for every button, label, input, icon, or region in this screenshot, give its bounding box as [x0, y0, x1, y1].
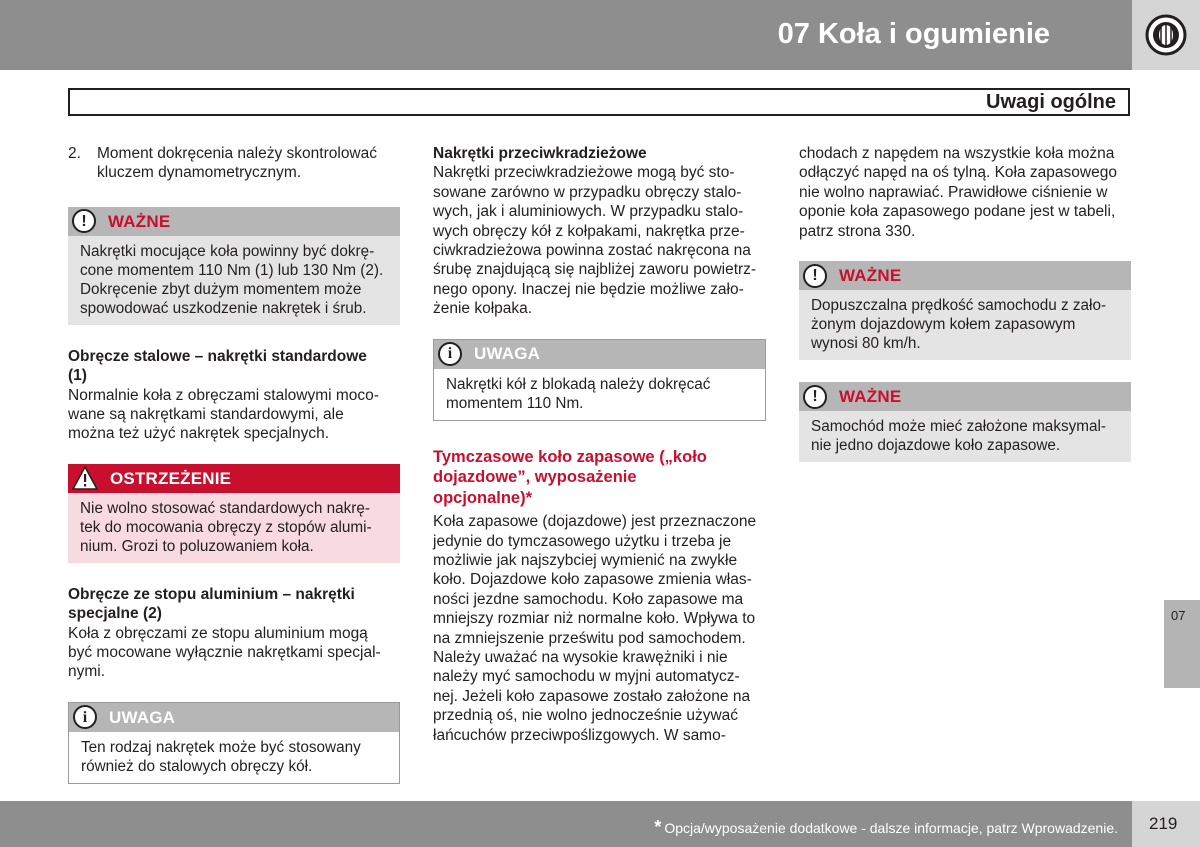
steel-rims-heading: Obręcze stalowe – nakrętki standardowe (1) [68, 347, 367, 385]
important-text: Samochód może mieć założone maksymal- nie jedno dojazdowe koło zapasowe. [799, 411, 1131, 462]
column-1 [68, 144, 400, 806]
important-box-header [68, 207, 400, 236]
antitheft-text: Nakrętki przeciwkradzieżowe mogą być sto- sowane zarówno w przypadku obręczy stalo- wych, jak i aluminiowych. W przypadku stalo- wych obręczy kół z kołpakami, nakrętka prze- ciwkradzieżowa powinna zostać nakręcona na śrubę znajdującą się najbliżej zaworu powietrz- nego opony. Inaczej nie będzie możliwe zało- żenie kołpaka. [433, 164, 757, 318]
footer-star: * [654, 817, 662, 837]
alu-rims-text: Koła z obręczami ze stopu aluminium mogą być mocowane wyłącznie nakrętkami specjal- nymi. [68, 624, 381, 681]
tyre-icon [1144, 13, 1188, 57]
warning-box [68, 464, 400, 563]
list-item-text: Moment dokręcenia należy skontrolować kluczem dynamometrycznym. [97, 145, 377, 182]
note-box-header [434, 340, 765, 369]
antitheft-heading: Nakrętki przeciwkradzieżowe [433, 145, 647, 162]
warning-box-header [68, 464, 400, 493]
note-box-header [69, 703, 399, 732]
chapter-side-tab [1164, 600, 1200, 688]
section-title: Uwagi ogólne [986, 91, 1116, 113]
exclamation-icon: ! [72, 209, 96, 233]
warning-triangle-icon [72, 466, 98, 490]
info-icon: i [73, 705, 97, 729]
list-item [68, 144, 400, 183]
alu-rims-heading: Obręcze ze stopu aluminium – nakrętki specjalne (2) [68, 585, 355, 623]
section-title-box [68, 88, 1130, 116]
important-box-header [799, 261, 1131, 290]
important-box-header [799, 382, 1131, 411]
spare-wheel-text-continued: chodach z napędem na wszystkie koła można odłączyć napęd na oś tylną. Koła zapasowego nie wolno naprawiać. Prawidłowe ciśnienie w oponie koła zapasowego podane jest w tabeli, patrz strona 330. [799, 145, 1117, 240]
note-box [68, 702, 400, 784]
footer-note [654, 817, 1118, 838]
page-number-box [1132, 801, 1200, 847]
note-text: Nakrętki kół z blokadą należy dokręcać momentem 110 Nm. [434, 369, 765, 420]
important-text: Nakrętki mocujące koła powinny być dokrę- cone momentem 110 Nm (1) lub 130 Nm (2). Dokręcenie zbyt dużym momentem może spowodować uszkodzenie nakrętek i śrub. [68, 236, 400, 325]
note-label: UWAGA [109, 707, 176, 727]
exclamation-icon: ! [803, 264, 827, 288]
header-bar [0, 0, 1132, 70]
steel-rims-text: Normalnie koła z obręczami stalowymi moco- wane są nakrętkami standardowymi, ale można też użyć nakrętek specjalnych. [68, 386, 379, 443]
spare-wheel-text: Koła zapasowe (dojazdowe) jest przeznaczone jedynie do tymczasowego użytku i trzeba je możliwie jak najszybciej wymienić na zwykłe koło. Dojazdowe koło zapasowe zmienia włas- ności jezdne samochodu. Koło zapasowe ma mniejszy rozmiar niż normalne koło. Wpływa to na zmniejszenie prześwitu pod samochodem. Należy uważać na wysokie krawężniki i nie należy myć samochodu w myjni automatycz- nej. Jeżeli koło zapasowe zostało założone na przednią oś, nie wolno jednocześnie używać łańcuchów przeciwpoślizgowych. W samo- [433, 513, 757, 744]
important-box [799, 261, 1131, 360]
page-number: 219 [1149, 814, 1178, 833]
warning-label: OSTRZEŻENIE [110, 468, 232, 488]
chapter-side-tab-label: 07 [1171, 608, 1186, 623]
important-text: Dopuszczalna prędkość samochodu z zało- żonym dojazdowym kołem zapasowym wynosi 80 km/h. [799, 290, 1131, 360]
warning-text: Nie wolno stosować standardowych nakrę- tek do mocowania obręczy z stopów alumi- nium. Grozi to poluzowaniem koła. [68, 493, 400, 563]
important-label: WAŻNE [839, 265, 902, 285]
important-box [799, 382, 1131, 462]
important-box [68, 207, 400, 325]
column-3 [799, 144, 1131, 484]
note-box [433, 339, 766, 421]
exclamation-icon: ! [803, 385, 827, 409]
column-2 [433, 144, 766, 745]
list-item-number: 2. [68, 145, 81, 162]
important-label: WAŻNE [839, 386, 902, 406]
header-icon-box [1132, 0, 1200, 70]
info-icon: i [438, 342, 462, 366]
chapter-title: 07 Koła i ogumienie [777, 18, 1050, 50]
note-text: Ten rodzaj nakrętek może być stosowany również do stalowych obręczy kół. [69, 732, 399, 783]
note-label: UWAGA [474, 344, 541, 364]
footer-note-text: Opcja/wyposażenie dodatkowe - dalsze informacje, patrz Wprowadzenie. [664, 820, 1118, 836]
footer-bar [0, 801, 1132, 847]
spare-wheel-heading: Tymczasowe koło zapasowe („koło dojazdowe”, wyposażenie opcjonalne)* [433, 447, 707, 507]
important-label: WAŻNE [108, 211, 171, 231]
